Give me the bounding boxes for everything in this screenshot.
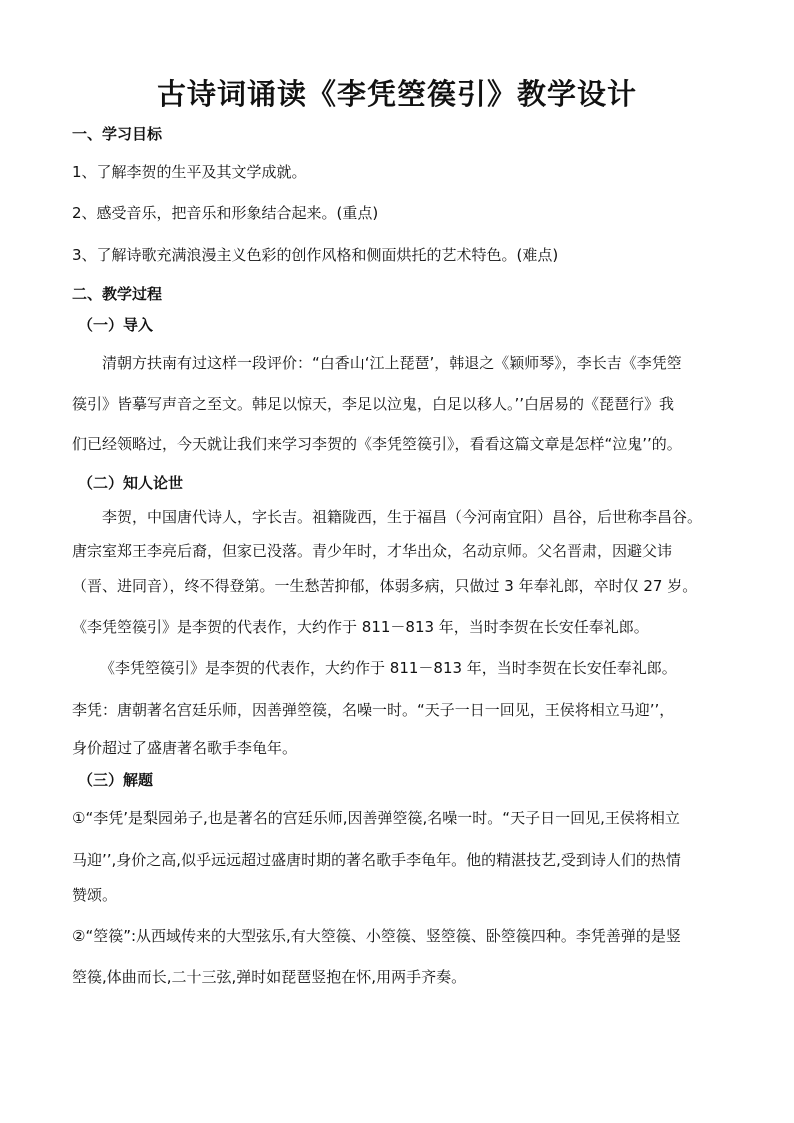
- section-heading-process: 二、教学过程: [72, 285, 163, 303]
- paragraph-line: ②“箜篌”:从西域传来的大型弦乐,有大箜篌、小箜篌、竖箜篌、卧箜篌四种。李凭善弹的是竖: [72, 927, 681, 945]
- paragraph-line: 们已经领略过，今天就让我们来学习李贺的《李凭箜篌引》，看看这篇文章是怎样“泣鬼’’的。: [72, 435, 682, 453]
- paragraph-line: 马迎’’,身价之高,似乎远远超过盛唐时期的著名歌手李龟年。他的精湛技艺,受到诗人们的热情: [72, 851, 681, 869]
- paragraph-line: 清朝方扶南有过这样一段评价：“白香山‘江上琵琶’，韩退之《颖师琴》，李长吉《李凭箜: [102, 354, 682, 372]
- goal-item: 1、了解李贺的生平及其文学成就。: [72, 163, 307, 181]
- paragraph-line: （晋、进同音），终不得登第。一生愁苦抑郁，体弱多病，只做过 3 年奉礼郎，卒时仅 27 岁。: [72, 577, 698, 595]
- section-heading-goals: 一、学习目标: [72, 125, 163, 143]
- paragraph-line: 身价超过了盛唐著名歌手李龟年。: [72, 739, 298, 757]
- paragraph-line: 唐宗室郑王李亮后裔，但家已没落。青少年时，才华出众，名动京师。父名晋肃，因避父讳: [72, 542, 673, 560]
- paragraph-line: 篌引》皆摹写声音之至文。韩足以惊天，李足以泣鬼，白足以移人。’’白居易的《琵琶行》我: [72, 395, 675, 413]
- paragraph-line: ①“李凭’是梨园弟子,也是著名的宫廷乐师,因善弹箜篌,名噪一时。“天子日一回见,王侯将相立: [72, 809, 680, 827]
- paragraph-line: 李贺，中国唐代诗人，字长吉。祖籍陇西，生于福昌（今河南宜阳）昌谷，后世称李昌谷。: [102, 508, 703, 526]
- paragraph-line: 李凭：唐朝著名宫廷乐师，因善弹箜篌，名噪一时。“天子一日一回见，王侯将相立马迎’’，: [72, 701, 675, 719]
- paragraph-line: 《李凭箜篌引》是李贺的代表作，大约作于 811－813 年，当时李贺在长安任奉礼郎。: [100, 659, 677, 677]
- subsection-heading-intro: （一）导入: [78, 316, 154, 334]
- paragraph-line: 箜篌,体曲而长,二十三弦,弹时如琵琶竖抱在怀,用两手齐奏。: [72, 968, 467, 986]
- paragraph-line: 赞颂。: [72, 886, 118, 904]
- goal-item: 2、感受音乐，把音乐和形象结合起来。(重点): [72, 204, 379, 222]
- document-title: 古诗词诵读《李凭箜篌引》教学设计: [156, 77, 637, 111]
- goal-item: 3、了解诗歌充满浪漫主义色彩的创作风格和侧面烘托的艺术特色。(难点): [72, 246, 559, 264]
- subsection-heading-title-analysis: （三）解题: [78, 771, 154, 789]
- subsection-heading-background: （二）知人论世: [78, 474, 184, 492]
- paragraph-line: 《李凭箜篌引》是李贺的代表作，大约作于 811－813 年，当时李贺在长安任奉礼郎。: [72, 618, 649, 636]
